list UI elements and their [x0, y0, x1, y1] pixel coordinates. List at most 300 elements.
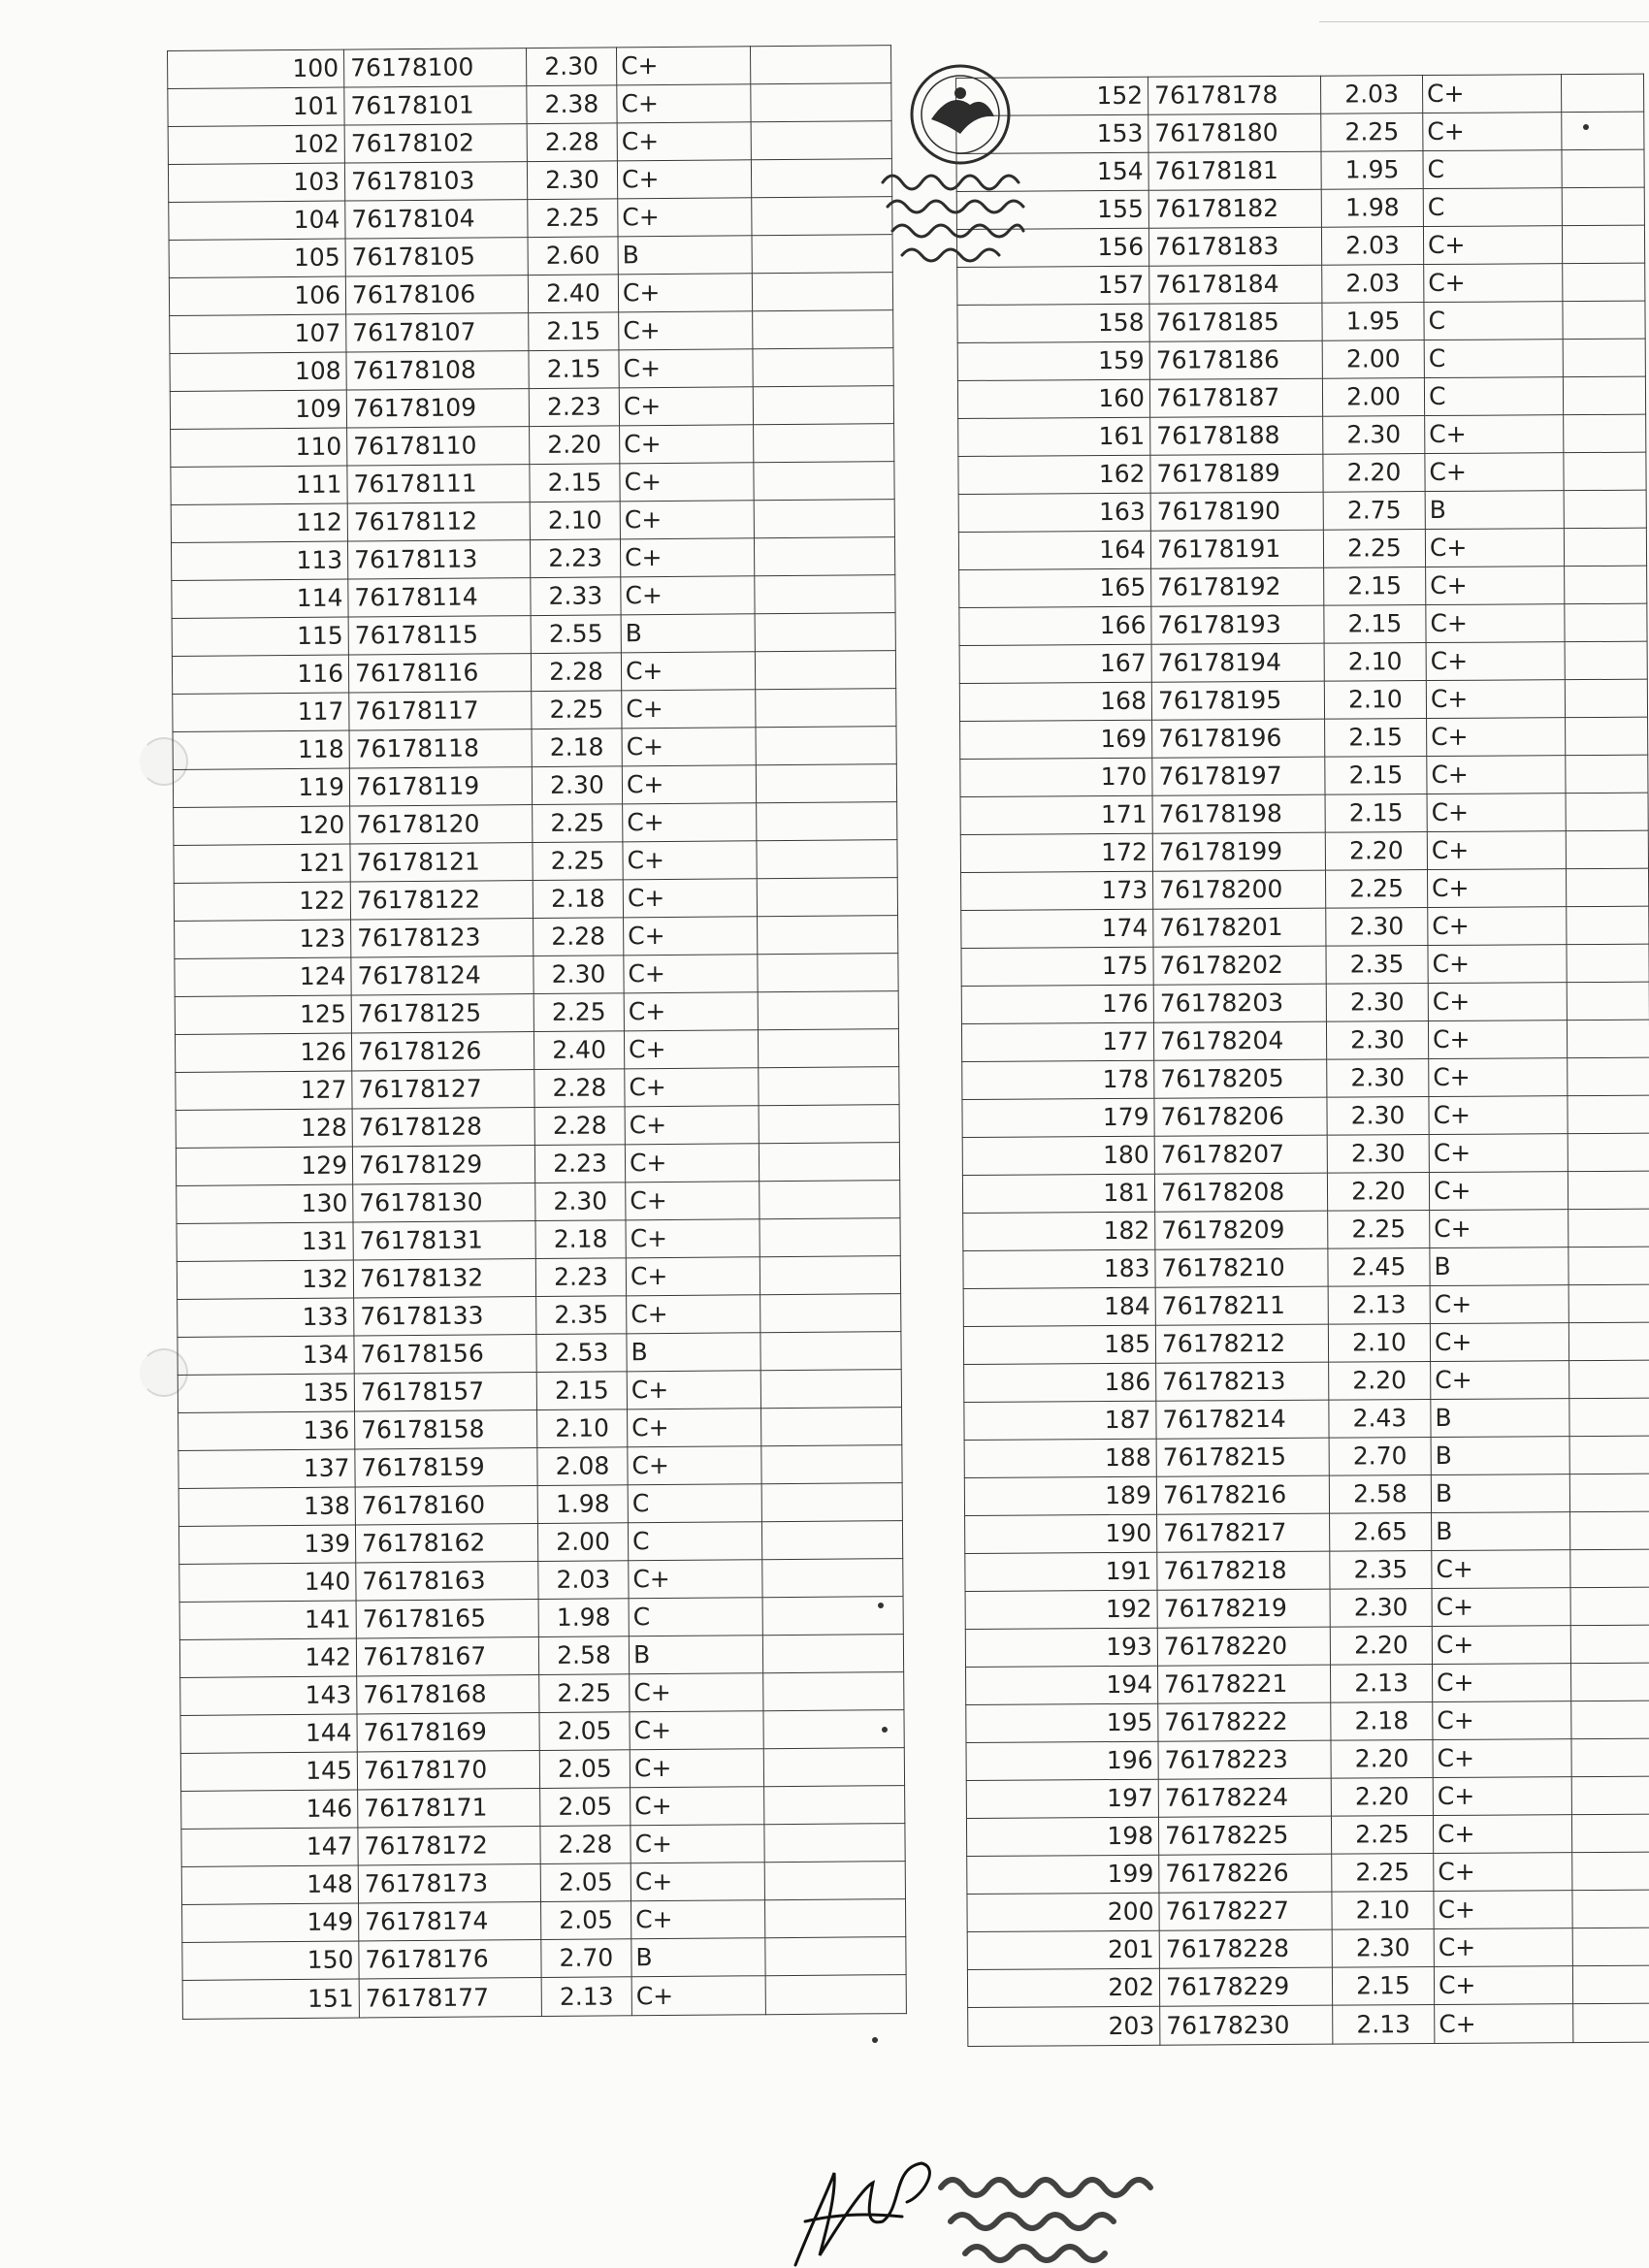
gpa-cell: 2.15: [1325, 794, 1427, 833]
table-row: [168, 46, 891, 89]
roll-number-cell: 76178229: [1159, 1967, 1332, 2006]
remarks-cell: [1571, 1776, 1649, 1815]
roll-number-cell: 76178221: [1158, 1665, 1331, 1703]
roll-number-cell: 76178210: [1155, 1248, 1328, 1287]
roll-number-cell: 76178191: [1150, 530, 1323, 568]
table-row: [181, 1786, 905, 1830]
serial-number-cell: 192: [965, 1590, 1157, 1629]
grade-cell: C+: [620, 501, 754, 539]
roll-number-cell: 76178113: [347, 540, 530, 579]
table-row: [170, 386, 893, 430]
remarks-cell: [1568, 1057, 1649, 1096]
serial-number-cell: 123: [175, 920, 351, 958]
gpa-cell: 2.25: [532, 691, 622, 729]
table-row: [958, 528, 1646, 569]
roll-number-cell: 76178123: [351, 919, 534, 957]
grade-cell: C+: [1427, 718, 1566, 757]
roll-number-cell: 76178197: [1152, 757, 1325, 795]
grade-cell: C+: [619, 349, 753, 388]
table-row: [170, 310, 893, 354]
gpa-cell: 2.18: [532, 729, 622, 767]
serial-number-cell: 105: [169, 239, 345, 277]
remarks-cell: [754, 500, 894, 538]
gpa-cell: 1.95: [1321, 151, 1423, 190]
table-row: [961, 868, 1649, 910]
table-row: [956, 112, 1644, 153]
gpa-cell: 2.18: [535, 1220, 626, 1259]
grade-cell: B: [631, 1938, 765, 1977]
roll-number-cell: 76178126: [351, 1032, 534, 1071]
remarks-cell: [1566, 793, 1648, 831]
table-row: [963, 1209, 1649, 1250]
grade-cell: C+: [1427, 869, 1566, 908]
grade-cell: C+: [1425, 529, 1564, 567]
roll-number-cell: 76178211: [1155, 1286, 1328, 1325]
table-row: [173, 689, 896, 732]
remarks-cell: [764, 1899, 905, 1938]
serial-number-cell: 136: [178, 1411, 355, 1450]
roll-number-cell: 76178125: [351, 994, 534, 1033]
grade-cell: C+: [1428, 907, 1567, 946]
gpa-cell: 2.03: [1320, 76, 1422, 114]
remarks-cell: [758, 1029, 898, 1068]
gpa-cell: 2.30: [1327, 1059, 1429, 1098]
serial-number-cell: 173: [961, 871, 1153, 910]
gpa-cell: 2.30: [1326, 908, 1428, 947]
grade-cell: C+: [631, 1976, 765, 2016]
remarks-cell: [1569, 1398, 1649, 1437]
table-row: [178, 1370, 901, 1413]
roll-number-cell: 76178224: [1158, 1778, 1331, 1817]
grade-cell: C+: [630, 1900, 764, 1939]
serial-number-cell: 112: [171, 503, 347, 542]
remarks-cell: [1566, 868, 1648, 907]
table-row: [960, 830, 1648, 872]
grade-cell: C+: [1425, 453, 1564, 492]
serial-number-cell: 121: [174, 844, 350, 883]
grade-table-left: [167, 45, 907, 2020]
grade-cell: C: [1423, 188, 1562, 227]
remarks-cell: [757, 878, 897, 917]
serial-number-cell: 138: [178, 1487, 355, 1526]
serial-number-cell: 185: [963, 1325, 1155, 1364]
roll-number-cell: 76178157: [354, 1373, 536, 1411]
roll-number-cell: 76178214: [1156, 1400, 1329, 1439]
gpa-cell: 2.75: [1323, 492, 1425, 531]
gpa-cell: 2.23: [529, 388, 619, 427]
remarks-cell: [1568, 1284, 1649, 1323]
grade-cell: C+: [623, 879, 757, 918]
table-row: [963, 1322, 1649, 1364]
table-row: [960, 755, 1648, 796]
grade-cell: C+: [1434, 1891, 1572, 1929]
serial-number-cell: 194: [966, 1666, 1158, 1704]
roll-number-cell: 76178114: [348, 578, 531, 617]
gpa-cell: 2.13: [1331, 1665, 1433, 1703]
remarks-cell: [1561, 74, 1643, 113]
remarks-cell: [1568, 1133, 1649, 1172]
gpa-cell: 2.30: [532, 766, 622, 805]
table-row: [965, 1511, 1649, 1553]
serial-number-cell: 165: [959, 568, 1151, 607]
table-row: [959, 641, 1647, 683]
table-row: [966, 1776, 1649, 1818]
serial-number-cell: 159: [957, 341, 1149, 380]
grade-cell: C: [628, 1484, 761, 1523]
grade-cell: C+: [1434, 1853, 1572, 1892]
remarks-cell: [763, 1672, 904, 1711]
grade-cell: C+: [623, 803, 757, 842]
serial-number-cell: 155: [956, 190, 1148, 229]
remarks-cell: [1567, 944, 1649, 983]
grade-cell: C+: [1429, 1096, 1568, 1135]
roll-number-cell: 76178133: [354, 1297, 536, 1336]
roll-number-cell: 76178112: [347, 502, 530, 541]
grade-cell: C+: [1425, 415, 1564, 454]
gpa-cell: 2.03: [538, 1561, 629, 1600]
roll-number-cell: 76178107: [346, 313, 529, 352]
table-row: [176, 1143, 899, 1186]
remarks-cell: [764, 1862, 905, 1900]
remarks-cell: [756, 689, 896, 728]
serial-number-cell: 118: [173, 730, 349, 769]
scan-speck: [872, 2037, 878, 2043]
remarks-cell: [1562, 112, 1644, 150]
roll-number-cell: 76178171: [358, 1789, 540, 1828]
table-row: [959, 603, 1647, 645]
grade-cell: C+: [630, 1825, 764, 1863]
remarks-cell: [757, 802, 897, 841]
table-row: [965, 1587, 1649, 1629]
table-row: [956, 74, 1644, 115]
table-row: [957, 376, 1645, 418]
roll-number-cell: 76178160: [355, 1486, 537, 1525]
remarks-cell: [1566, 755, 1648, 794]
serial-number-cell: 158: [957, 304, 1149, 342]
table-row: [958, 414, 1646, 456]
grade-cell: C+: [624, 1030, 758, 1069]
serial-number-cell: 183: [963, 1249, 1155, 1288]
grade-cell: C: [629, 1598, 762, 1636]
gpa-cell: 2.30: [1327, 1135, 1429, 1174]
serial-number-cell: 175: [961, 947, 1153, 986]
serial-number-cell: 126: [175, 1033, 351, 1072]
grade-cell: B: [621, 614, 755, 653]
serial-number-cell: 130: [177, 1184, 353, 1223]
remarks-cell: [1572, 1890, 1649, 1928]
gpa-cell: 2.35: [536, 1296, 627, 1335]
serial-number-cell: 109: [170, 390, 346, 429]
table-row: [957, 263, 1645, 305]
remarks-cell: [753, 348, 893, 387]
roll-number-cell: 76178132: [353, 1259, 535, 1298]
grade-cell: C: [1424, 302, 1563, 340]
serial-number-cell: 128: [176, 1109, 352, 1148]
roll-number-cell: 76178118: [349, 729, 532, 768]
gpa-cell: 2.20: [1330, 1627, 1432, 1666]
remarks-cell: [1568, 1095, 1649, 1134]
roll-number-cell: 76178196: [1152, 719, 1325, 758]
gpa-cell: 2.30: [527, 161, 617, 200]
table-row: [171, 537, 894, 581]
remarks-cell: [1562, 225, 1644, 264]
remarks-cell: [761, 1521, 902, 1560]
grade-cell: C+: [1429, 1058, 1568, 1097]
table-row: [966, 1814, 1649, 1856]
serial-number-cell: 141: [179, 1601, 356, 1639]
gpa-cell: 2.23: [530, 539, 620, 578]
roll-number-cell: 76178188: [1150, 416, 1323, 455]
roll-number-cell: 76178108: [346, 351, 529, 390]
remarks-cell: [1565, 641, 1647, 680]
gpa-cell: 2.20: [530, 426, 620, 465]
gpa-cell: 2.05: [539, 1712, 630, 1751]
gpa-cell: 2.23: [534, 1145, 625, 1183]
table-row: [178, 1445, 902, 1489]
roll-number-cell: 76178177: [359, 1978, 541, 2018]
roll-number-cell: 76178203: [1153, 984, 1326, 1022]
table-row: [168, 83, 891, 127]
grade-cell: B: [1431, 1399, 1569, 1438]
roll-number-cell: 76178100: [343, 49, 526, 87]
serial-number-cell: 199: [967, 1855, 1159, 1894]
table-row: [178, 1483, 902, 1527]
remarks-cell: [1563, 376, 1645, 415]
grade-cell: C+: [1423, 113, 1562, 151]
remarks-cell: [1573, 2003, 1649, 2043]
gpa-cell: 2.25: [528, 199, 618, 238]
table-row: [967, 1965, 1649, 2007]
serial-number-cell: 134: [178, 1336, 354, 1375]
serial-number-cell: 196: [966, 1741, 1158, 1780]
serial-number-cell: 188: [964, 1439, 1156, 1477]
remarks-cell: [1567, 906, 1649, 945]
grade-cell: C+: [624, 992, 758, 1031]
remarks-cell: [758, 916, 898, 955]
grade-cell: C+: [630, 1787, 764, 1826]
roll-number-cell: 76178111: [347, 465, 530, 503]
remarks-cell: [1563, 301, 1645, 340]
table-row: [180, 1672, 904, 1716]
roll-number-cell: 76178103: [344, 162, 527, 201]
roll-number-cell: 76178198: [1152, 794, 1325, 833]
table-row: [182, 1937, 906, 1981]
grade-cell: C: [628, 1522, 761, 1561]
roll-number-cell: 76178167: [356, 1637, 538, 1676]
roll-number-cell: 76178223: [1158, 1740, 1331, 1779]
remarks-cell: [761, 1483, 902, 1522]
serial-number-cell: 131: [177, 1222, 353, 1261]
grade-cell: C+: [617, 160, 751, 199]
serial-number-cell: 161: [958, 417, 1150, 456]
gpa-cell: 2.28: [527, 123, 617, 162]
roll-number-cell: 76178208: [1154, 1173, 1327, 1212]
gpa-cell: 2.30: [535, 1183, 626, 1221]
table-row: [963, 1284, 1649, 1326]
roll-number-cell: 76178227: [1159, 1892, 1332, 1930]
serial-number-cell: 182: [963, 1212, 1155, 1250]
roll-number-cell: 76178218: [1157, 1551, 1330, 1590]
table-row: [968, 2003, 1649, 2046]
serial-number-cell: 120: [174, 806, 350, 845]
grade-cell: C+: [1430, 1210, 1568, 1248]
serial-number-cell: 107: [170, 314, 346, 353]
table-row: [966, 1701, 1649, 1742]
gpa-cell: 2.25: [1328, 1211, 1430, 1249]
table-row: [959, 679, 1647, 721]
roll-number-cell: 76178189: [1150, 454, 1323, 493]
roll-number-cell: 76178182: [1148, 189, 1321, 228]
remarks-cell: [759, 1067, 899, 1106]
gpa-cell: 2.43: [1329, 1400, 1431, 1439]
grade-cell: C+: [616, 47, 750, 85]
serial-number-cell: 116: [172, 655, 348, 694]
serial-number-cell: 115: [172, 617, 348, 656]
remarks-cell: [759, 1143, 899, 1182]
remarks-cell: [761, 1408, 902, 1446]
table-row: [176, 1067, 899, 1111]
remarks-cell: [1564, 490, 1646, 529]
table-row: [178, 1521, 902, 1565]
roll-number-cell: 76178184: [1149, 265, 1322, 304]
serial-number-cell: 124: [175, 957, 351, 996]
remarks-cell: [1563, 339, 1645, 377]
roll-number-cell: 76178163: [356, 1562, 538, 1601]
roll-number-cell: 76178168: [357, 1675, 539, 1714]
grade-cell: C+: [1429, 1134, 1568, 1173]
gpa-cell: 2.13: [1328, 1286, 1430, 1325]
table-row: [175, 991, 898, 1035]
remarks-cell: [1570, 1587, 1649, 1626]
grade-cell: C+: [1427, 831, 1566, 870]
grade-cell: C+: [619, 311, 753, 350]
remarks-cell: [762, 1559, 903, 1598]
table-row: [181, 1862, 905, 1905]
grade-cell: C+: [1426, 604, 1565, 643]
serial-number-cell: 156: [956, 228, 1148, 267]
gpa-cell: 2.53: [536, 1334, 627, 1373]
gpa-cell: 2.25: [1331, 1816, 1433, 1855]
gpa-cell: 2.55: [531, 615, 621, 654]
gpa-cell: 2.25: [533, 842, 623, 881]
roll-number-cell: 76178174: [359, 1902, 541, 1941]
roll-number-cell: 76178195: [1151, 681, 1324, 720]
grade-cell: C+: [1435, 2004, 1573, 2044]
table-row: [962, 1057, 1649, 1099]
remarks-cell: [1570, 1663, 1649, 1701]
remarks-cell: [753, 310, 893, 349]
left-grade-sheet: [167, 45, 907, 2020]
gpa-cell: 2.05: [540, 1788, 630, 1827]
serial-number-cell: 195: [966, 1703, 1158, 1742]
remarks-cell: [762, 1635, 903, 1673]
gpa-cell: 2.20: [1325, 832, 1427, 871]
table-row: [168, 159, 891, 203]
grade-cell: C+: [1432, 1588, 1570, 1627]
scan-edge-line: [1319, 21, 1649, 22]
remarks-cell: [1568, 1322, 1649, 1361]
serial-number-cell: 135: [178, 1374, 354, 1412]
roll-number-cell: 76178165: [356, 1600, 538, 1638]
gpa-cell: 2.20: [1323, 454, 1425, 493]
grade-cell: C: [1424, 377, 1563, 416]
gpa-cell: 2.58: [538, 1636, 629, 1675]
serial-number-cell: 147: [181, 1828, 358, 1866]
table-row: [963, 1247, 1649, 1288]
grade-cell: C+: [622, 728, 756, 766]
table-row: [175, 916, 898, 959]
grade-cell: C: [1423, 150, 1562, 189]
grade-cell: C+: [617, 84, 751, 123]
table-row: [172, 575, 895, 619]
serial-number-cell: 106: [169, 276, 345, 315]
grade-cell: B: [1431, 1437, 1569, 1475]
gpa-cell: 2.25: [533, 804, 623, 843]
remarks-cell: [1568, 1171, 1649, 1210]
roll-number-cell: 76178183: [1148, 227, 1321, 266]
grade-cell: C+: [1432, 1626, 1570, 1665]
serial-number-cell: 150: [182, 1941, 359, 1980]
grade-cell: C+: [629, 1560, 762, 1599]
table-row: [966, 1738, 1649, 1780]
grade-table-right: [955, 74, 1649, 2047]
serial-number-cell: 166: [959, 606, 1151, 645]
grade-cell: C+: [1434, 1966, 1572, 2005]
roll-number-cell: 76178230: [1160, 2005, 1333, 2045]
grade-cell: C+: [1426, 567, 1565, 605]
office-seal-stamp: [863, 47, 1057, 279]
remarks-cell: [1571, 1814, 1649, 1853]
gpa-cell: 1.98: [538, 1599, 629, 1637]
roll-number-cell: 76178190: [1150, 492, 1323, 531]
serial-number-cell: 154: [956, 152, 1148, 191]
remarks-cell: [754, 424, 894, 463]
grade-cell: C+: [628, 1409, 761, 1447]
roll-number-cell: 76178172: [358, 1827, 540, 1865]
serial-number-cell: 179: [962, 1098, 1154, 1137]
gpa-cell: 2.23: [535, 1258, 626, 1297]
gpa-cell: 2.60: [528, 237, 618, 275]
gpa-cell: 2.30: [1327, 1097, 1429, 1136]
roll-number-cell: 76178178: [1148, 76, 1320, 114]
table-row: [962, 1095, 1649, 1137]
grade-cell: C+: [630, 1863, 764, 1901]
serial-number-cell: 169: [960, 720, 1152, 759]
table-row: [177, 1256, 900, 1300]
remarks-cell: [760, 1256, 900, 1295]
grade-cell: C+: [617, 122, 751, 161]
table-row: [169, 235, 892, 278]
table-row: [178, 1332, 901, 1376]
table-row: [956, 225, 1644, 267]
roll-number-cell: 76178101: [344, 86, 527, 125]
remarks-cell: [754, 462, 894, 501]
table-row: [962, 1133, 1649, 1175]
roll-number-cell: 76178222: [1158, 1702, 1331, 1741]
grade-cell: C+: [619, 387, 753, 426]
remarks-cell: [1572, 1852, 1649, 1891]
grade-cell: C+: [621, 576, 755, 615]
roll-number-cell: 76178158: [355, 1410, 537, 1449]
serial-number-cell: 108: [170, 352, 346, 391]
serial-number-cell: 119: [173, 768, 349, 807]
table-row: [966, 1663, 1649, 1704]
roll-number-cell: 76178173: [358, 1864, 540, 1903]
table-row: [170, 348, 893, 392]
serial-number-cell: 132: [177, 1260, 353, 1299]
remarks-cell: [1566, 830, 1648, 869]
gpa-cell: 2.15: [1325, 719, 1427, 758]
